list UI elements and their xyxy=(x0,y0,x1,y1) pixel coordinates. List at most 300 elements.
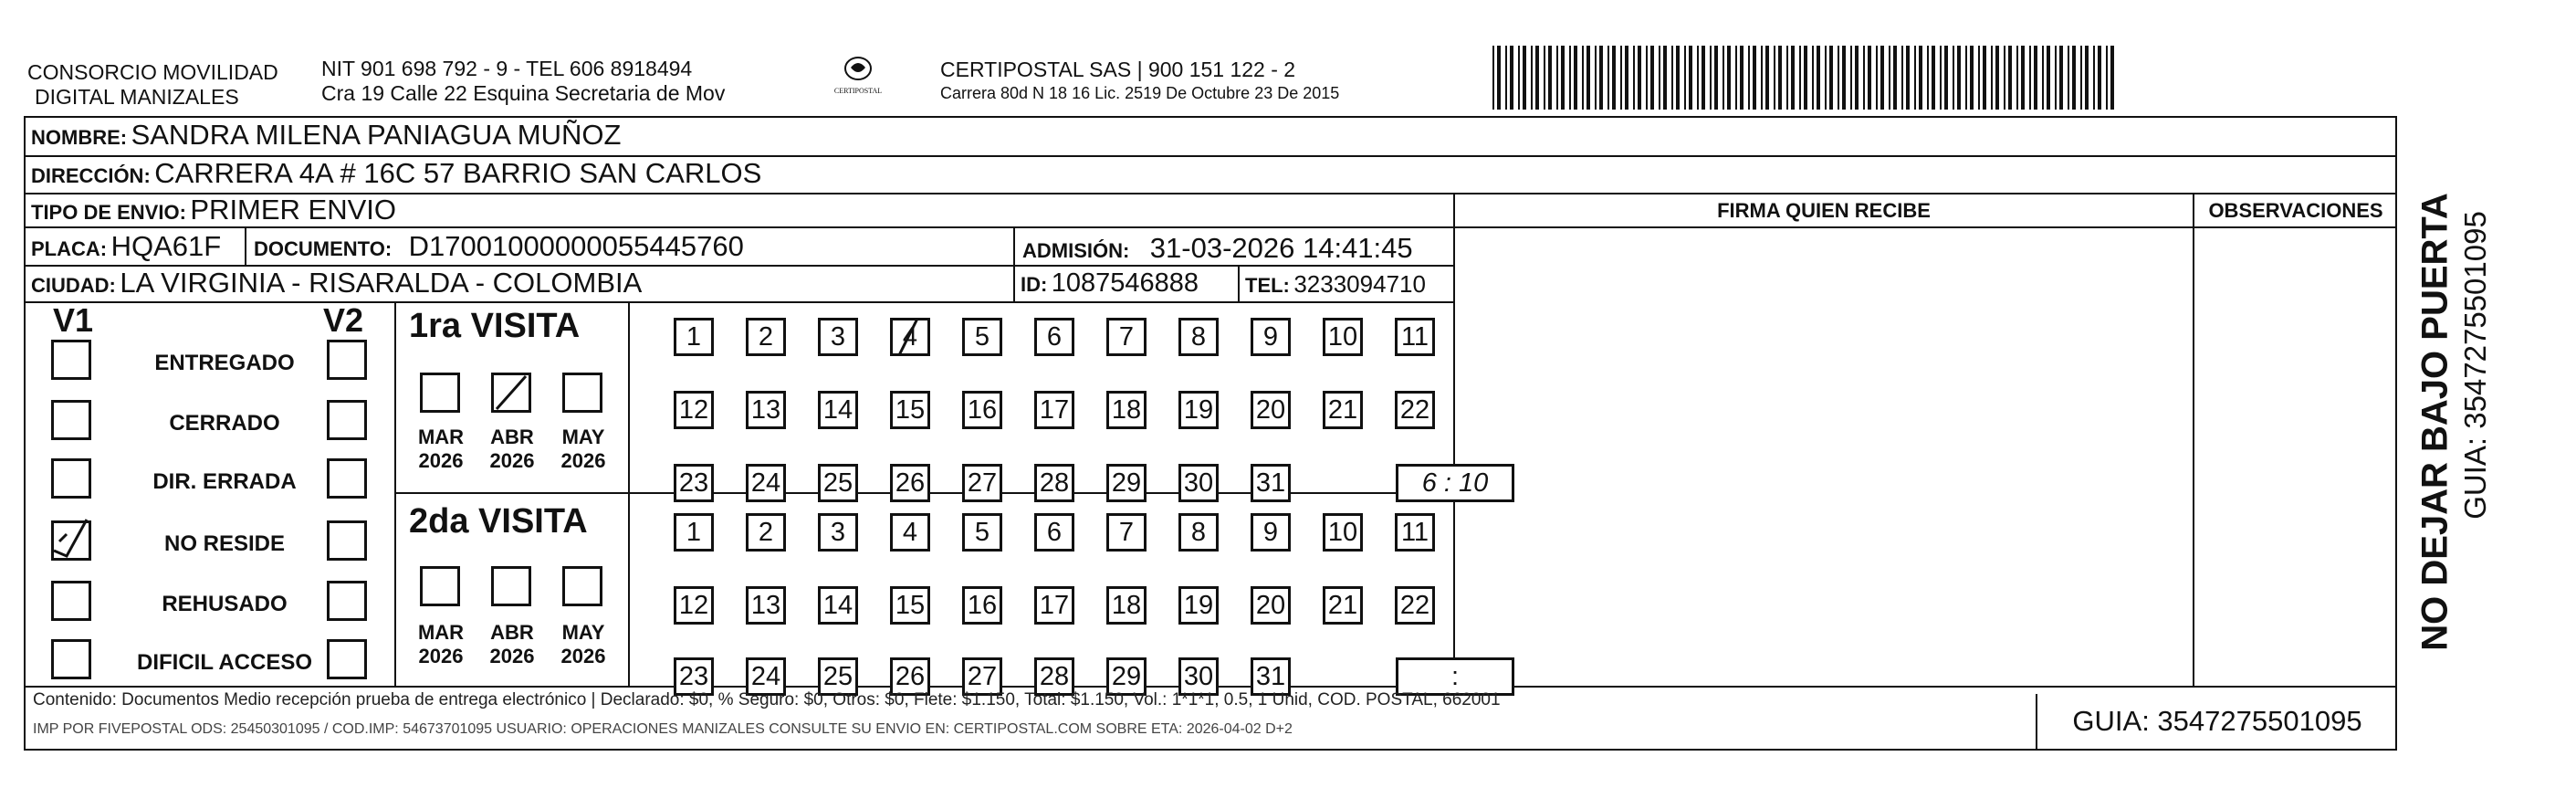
month-checkbox-abr[interactable] xyxy=(491,373,531,413)
barcode-bar xyxy=(1612,46,1616,110)
barcode-bar xyxy=(2059,46,2063,110)
barcode-bar xyxy=(2047,46,2050,110)
day-number: 17 xyxy=(1039,591,1070,620)
barcode-bar xyxy=(1582,46,1584,110)
reason-label: CERRADO xyxy=(169,411,280,436)
barcode-bar xyxy=(1723,46,1724,110)
barcode-bar xyxy=(1556,46,1558,110)
barcode-bar xyxy=(1817,46,1820,110)
barcode-bar xyxy=(1599,46,1603,110)
day-box[interactable] xyxy=(1323,391,1363,429)
day-number: 13 xyxy=(750,395,781,425)
v2-checkbox[interactable] xyxy=(327,639,367,679)
barcode-bar xyxy=(1697,46,1699,110)
v2-checkbox[interactable] xyxy=(327,400,367,440)
barcode-bar xyxy=(1659,46,1660,110)
day-number: 1 xyxy=(686,322,702,352)
day-box[interactable] xyxy=(1178,318,1219,356)
day-number: 3 xyxy=(830,322,846,352)
barcode-bar xyxy=(1548,46,1552,110)
barcode-bar xyxy=(2042,46,2044,110)
barcode-bar xyxy=(1829,46,1833,110)
barcode-bar xyxy=(1944,46,1948,110)
barcode-bar xyxy=(1646,46,1648,110)
barcode-bar xyxy=(1714,46,1718,110)
barcode-bar xyxy=(1740,46,1744,110)
barcode-bar xyxy=(1893,46,1897,110)
day-box[interactable] xyxy=(1034,391,1074,429)
day-number: 14 xyxy=(822,591,853,620)
year-label: 2026 xyxy=(560,449,606,472)
barcode-bar xyxy=(1838,46,1839,110)
day-number: 24 xyxy=(750,662,781,691)
barcode-bar xyxy=(1927,46,1929,110)
day-number: 4 xyxy=(902,322,918,352)
day-box[interactable] xyxy=(674,513,714,552)
contenido-text: Contenido: Documentos Medio recepción prueba de entrega electrónico | Declarado: $0, % Seguro: $0, Otros: $0, Flete: $1.150, Total: $1.150, Vol.: 1*1*1, 0.5, 1 Unid, COD. POSTAL, 662001 xyxy=(33,690,1501,709)
day-number: 27 xyxy=(967,662,998,691)
day-number: 3 xyxy=(830,518,846,547)
day-number: 6 xyxy=(1046,518,1063,547)
day-number: 24 xyxy=(750,468,781,498)
day-box[interactable] xyxy=(1251,586,1291,625)
v2-checkbox[interactable] xyxy=(327,458,367,499)
placa-label: PLACA: xyxy=(31,237,108,260)
month-label: MAR xyxy=(417,426,465,448)
barcode-bar xyxy=(1671,46,1673,110)
direccion-row xyxy=(31,157,761,190)
barcode-bar xyxy=(1868,46,1871,110)
v2-checkbox[interactable] xyxy=(327,520,367,561)
slash-mark-icon xyxy=(491,373,531,413)
admision-value: 31-03-2026 14:41:45 xyxy=(1149,232,1413,264)
barcode-bar xyxy=(2110,46,2114,110)
v1-checkbox[interactable] xyxy=(51,458,91,499)
carrier-info: CERTIPOSTAL SAS | 900 151 122 - 2 Carrera 80d N 18 16 Lic. 2519 De Octubre 23 De 2015 xyxy=(940,58,1340,102)
year-label: 2026 xyxy=(418,645,464,667)
barcode-bar xyxy=(1901,46,1903,110)
day-number: 30 xyxy=(1183,468,1214,498)
month-year-label xyxy=(409,621,473,668)
barcode-bar xyxy=(1889,46,1890,110)
barcode-bar xyxy=(1995,46,1999,110)
barcode-bar xyxy=(1970,46,1974,110)
barcode-bar xyxy=(2004,46,2005,110)
barcode-bar xyxy=(2055,46,2057,110)
barcode-bar xyxy=(1812,46,1814,110)
month-year-label xyxy=(409,426,473,473)
day-number: 2 xyxy=(758,322,774,352)
month-label: ABR xyxy=(490,621,534,644)
tipo-envio-value: PRIMER ENVIO xyxy=(190,194,397,226)
day-number: 28 xyxy=(1039,662,1070,691)
barcode-bar xyxy=(2034,46,2037,110)
barcode-bar xyxy=(2021,46,2025,110)
barcode-bar xyxy=(1855,46,1859,110)
day-box[interactable] xyxy=(1251,318,1291,356)
day-box[interactable] xyxy=(1323,586,1363,625)
day-number: 20 xyxy=(1255,591,1286,620)
day-box[interactable] xyxy=(890,391,930,429)
day-number: 26 xyxy=(895,468,926,498)
check-mark-icon xyxy=(48,514,92,562)
day-box[interactable] xyxy=(1178,586,1219,625)
day-box[interactable] xyxy=(1323,513,1363,552)
reason-label: NO RESIDE xyxy=(163,531,286,556)
barcode-bar xyxy=(1535,46,1539,110)
ciudad-label: CIUDAD: xyxy=(31,274,116,297)
day-number: 11 xyxy=(1400,322,1429,352)
barcode-bar xyxy=(1684,46,1686,110)
admision-cell xyxy=(1022,232,1413,265)
month-year-label xyxy=(480,621,544,668)
month-checkbox-abr[interactable] xyxy=(491,566,531,606)
nombre-label: NOMBRE: xyxy=(31,126,128,149)
day-box[interactable] xyxy=(1106,391,1147,429)
barcode-bar xyxy=(1650,46,1654,110)
day-box[interactable] xyxy=(1251,513,1291,552)
barcode-bar xyxy=(1748,46,1750,110)
barcode-bar xyxy=(1633,46,1635,110)
barcode-bar xyxy=(1753,46,1756,110)
year-label: 2026 xyxy=(560,645,606,667)
day-box[interactable] xyxy=(890,586,930,625)
day-box[interactable] xyxy=(674,586,714,625)
side-guia: GUIA: 3547275501095 xyxy=(2458,211,2492,520)
barcode-bar xyxy=(1727,46,1731,110)
month-checkbox-may[interactable] xyxy=(562,373,602,413)
v1-checkbox[interactable] xyxy=(51,400,91,440)
reason-label: DIR. ERRADA xyxy=(152,469,297,494)
day-number: 29 xyxy=(1111,468,1142,498)
barcode-bar xyxy=(1765,46,1769,110)
nombre-value: SANDRA MILENA PANIAGUA MUÑOZ xyxy=(131,119,622,151)
reason-label: ENTREGADO xyxy=(154,351,295,375)
id-cell xyxy=(1021,268,1199,299)
tipo-envio-label: TIPO DE ENVIO: xyxy=(31,201,186,224)
barcode-bar xyxy=(1919,46,1922,110)
month-label: MAY xyxy=(561,621,605,644)
barcode-bar xyxy=(2029,46,2031,110)
barcode-bar xyxy=(1574,46,1577,110)
day-number: 10 xyxy=(1327,518,1358,547)
barcode-bar xyxy=(1786,46,1788,110)
barcode-bar xyxy=(1702,46,1705,110)
direccion-value: CARRERA 4A # 16C 57 BARRIO SAN CARLOS xyxy=(154,157,762,189)
day-number: 8 xyxy=(1190,322,1207,352)
ciudad-value: LA VIRGINIA - RISARALDA - COLOMBIA xyxy=(120,267,643,299)
barcode-bar xyxy=(1544,46,1545,110)
footer-guia-box xyxy=(2036,694,2397,751)
day-box[interactable] xyxy=(962,318,1002,356)
v2-checkbox[interactable] xyxy=(327,581,367,621)
day-box[interactable] xyxy=(818,464,858,502)
day-box[interactable] xyxy=(1395,318,1435,356)
day-box[interactable] xyxy=(1395,391,1435,429)
month-label: MAR xyxy=(417,621,465,644)
day-number: 22 xyxy=(1399,395,1430,425)
day-box[interactable] xyxy=(1106,318,1147,356)
day-number: 18 xyxy=(1111,395,1142,425)
barcode-bar xyxy=(1505,46,1507,110)
imp-text: IMP POR FIVEPOSTAL ODS: 25450301095 / COD.IMP: 54673701095 USUARIO: OPERACIONES MANIZALES CONSULTE SU ENVIO EN: CERTIPOSTAL.COM SOBRE ETA: 2026-04-02 D+2 xyxy=(33,721,1293,737)
day-number: 29 xyxy=(1111,662,1142,691)
barcode-bar xyxy=(2008,46,2012,110)
documento-cell xyxy=(254,230,744,263)
day-number: 23 xyxy=(678,468,709,498)
barcode-bar xyxy=(1778,46,1782,110)
v2-header: V2 xyxy=(323,301,364,339)
barcode-bar xyxy=(1791,46,1795,110)
barcode-bar xyxy=(1676,46,1680,110)
day-number: 31 xyxy=(1255,468,1286,498)
barcode-bar xyxy=(2068,46,2069,110)
month-label: MAY xyxy=(561,426,605,448)
direccion-label: DIRECCIÓN: xyxy=(31,164,151,187)
day-box[interactable] xyxy=(1323,318,1363,356)
barcode-bar xyxy=(2080,46,2082,110)
day-box[interactable] xyxy=(962,391,1002,429)
day-box[interactable] xyxy=(890,513,930,552)
day-box[interactable] xyxy=(818,586,858,625)
tel-label: TEL: xyxy=(1245,274,1290,297)
month-year-label xyxy=(480,426,544,473)
barcode-bar xyxy=(1518,46,1520,110)
no-dejar-bajo-puerta: NO DEJAR BAJO PUERTA xyxy=(2414,193,2456,651)
day-number: 13 xyxy=(750,591,781,620)
barcode-bar xyxy=(1914,46,1916,110)
documento-value: D17001000000055445760 xyxy=(408,230,744,262)
barcode-bar xyxy=(1638,46,1641,110)
barcode-bar xyxy=(1689,46,1692,110)
barcode-bar xyxy=(1850,46,1852,110)
barcode-bar xyxy=(1561,46,1565,110)
barcode-bar xyxy=(1569,46,1571,110)
barcode-bar xyxy=(1842,46,1846,110)
placa-cell xyxy=(31,230,221,263)
barcode xyxy=(1492,46,2118,111)
day-number: 6 xyxy=(1046,322,1063,352)
admision-label: ADMISIÓN: xyxy=(1022,239,1130,262)
barcode-bar xyxy=(2098,46,2101,110)
day-number: 31 xyxy=(1255,662,1286,691)
barcode-bar xyxy=(1965,46,1967,110)
barcode-bar xyxy=(1804,46,1807,110)
day-number: 16 xyxy=(967,395,998,425)
tipo-envio-row xyxy=(31,194,396,226)
day-box[interactable] xyxy=(962,586,1002,625)
certipostal-logo-icon xyxy=(840,55,876,82)
barcode-bar xyxy=(1595,46,1597,110)
day-number: 25 xyxy=(822,662,853,691)
tel-value: 3233094710 xyxy=(1293,270,1426,298)
barcode-bar xyxy=(1761,46,1763,110)
day-number: 15 xyxy=(895,591,926,620)
day-number: 19 xyxy=(1183,591,1214,620)
day-box[interactable] xyxy=(818,391,858,429)
nombre-row xyxy=(31,119,621,152)
placa-value: HQA61F xyxy=(110,230,222,262)
reason-label: REHUSADO xyxy=(162,592,288,616)
day-box[interactable] xyxy=(1034,318,1074,356)
barcode-bar xyxy=(2072,46,2076,110)
year-label: 2026 xyxy=(489,645,535,667)
barcode-bar xyxy=(1880,46,1884,110)
barcode-bar xyxy=(1625,46,1628,110)
barcode-bar xyxy=(1510,46,1513,110)
firma-header: FIRMA QUIEN RECIBE xyxy=(1717,199,1931,222)
day-box[interactable] xyxy=(1034,464,1074,502)
second-visit-time[interactable]: : xyxy=(1396,657,1514,696)
day-number: 10 xyxy=(1327,322,1358,352)
barcode-bar xyxy=(1932,46,1935,110)
barcode-bar xyxy=(2016,46,2018,110)
day-box[interactable] xyxy=(674,391,714,429)
v2-checkbox[interactable] xyxy=(327,340,367,380)
company-name: CONSORCIO MOVILIDAD DIGITAL MANIZALES xyxy=(27,60,278,109)
barcode-bar xyxy=(1710,46,1712,110)
barcode-bar xyxy=(1735,46,1737,110)
id-value: 1087546888 xyxy=(1051,268,1199,298)
month-year-label xyxy=(551,426,615,473)
company-contact: NIT 901 698 792 - 9 - TEL 606 8918494 Cra 19 Calle 22 Esquina Secretaria de Mov xyxy=(321,57,726,105)
day-number: 14 xyxy=(822,395,853,425)
barcode-bar xyxy=(1906,46,1910,110)
day-box[interactable] xyxy=(746,391,786,429)
day-number: 26 xyxy=(895,662,926,691)
barcode-bar xyxy=(2085,46,2089,110)
day-box[interactable] xyxy=(674,464,714,502)
day-box[interactable] xyxy=(1034,513,1074,552)
barcode-bar xyxy=(1940,46,1942,110)
month-year-label xyxy=(551,621,615,668)
day-box[interactable] xyxy=(1178,513,1219,552)
day-box[interactable] xyxy=(674,318,714,356)
day-number: 9 xyxy=(1262,322,1279,352)
day-box[interactable] xyxy=(1106,586,1147,625)
day-box[interactable] xyxy=(1106,513,1147,552)
barcode-bar xyxy=(1799,46,1801,110)
month-checkbox-mar[interactable] xyxy=(420,373,460,413)
day-box[interactable] xyxy=(890,318,930,356)
second-visit-title: 2da VISITA xyxy=(409,502,588,541)
day-number: 15 xyxy=(895,395,926,425)
v1-checkbox[interactable] xyxy=(51,520,91,561)
day-number: 1 xyxy=(686,518,702,547)
day-number: 7 xyxy=(1118,322,1135,352)
barcode-bar xyxy=(1620,46,1622,110)
barcode-bar xyxy=(1492,46,1494,110)
id-label: ID: xyxy=(1021,273,1048,296)
barcode-bar xyxy=(1957,46,1961,110)
month-checkbox-mar[interactable] xyxy=(420,566,460,606)
day-box[interactable] xyxy=(1395,586,1435,625)
day-number: 28 xyxy=(1039,468,1070,498)
day-box[interactable] xyxy=(746,586,786,625)
observaciones-header: OBSERVACIONES xyxy=(2208,199,2383,222)
day-number: 12 xyxy=(678,395,709,425)
barcode-bar xyxy=(1983,46,1986,110)
barcode-bar xyxy=(1586,46,1590,110)
day-number: 5 xyxy=(974,518,990,547)
barcode-bar xyxy=(1863,46,1865,110)
tel-cell xyxy=(1245,270,1426,299)
barcode-bar xyxy=(1774,46,1775,110)
v1-header: V1 xyxy=(53,301,94,339)
day-number: 21 xyxy=(1327,591,1358,620)
barcode-bar xyxy=(1991,46,1993,110)
day-number: 19 xyxy=(1183,395,1214,425)
day-number: 27 xyxy=(967,468,998,498)
day-number: 25 xyxy=(822,468,853,498)
v1-checkbox[interactable] xyxy=(51,639,91,679)
day-box[interactable] xyxy=(890,464,930,502)
day-box[interactable] xyxy=(1251,391,1291,429)
documento-label: DOCUMENTO: xyxy=(254,237,393,260)
day-number: 4 xyxy=(902,518,918,547)
certipostal-logo: CERTIPOSTAL xyxy=(826,55,890,95)
barcode-bar xyxy=(2106,46,2108,110)
reason-label: DIFICIL ACCESO xyxy=(136,650,312,675)
day-number: 12 xyxy=(678,591,709,620)
day-number: 5 xyxy=(974,322,990,352)
day-box[interactable] xyxy=(746,464,786,502)
v1-checkbox[interactable] xyxy=(51,581,91,621)
day-number: 18 xyxy=(1111,591,1142,620)
day-number: 11 xyxy=(1400,518,1429,547)
first-visit-title: 1ra VISITA xyxy=(409,307,581,345)
footer-guia: GUIA: 3547275501095 xyxy=(2072,705,2362,737)
barcode-bar xyxy=(2093,46,2095,110)
day-number: 23 xyxy=(678,662,709,691)
v1-checkbox[interactable] xyxy=(51,340,91,380)
day-box[interactable] xyxy=(818,318,858,356)
year-label: 2026 xyxy=(489,449,535,472)
barcode-bar xyxy=(1953,46,1954,110)
barcode-bar xyxy=(1607,46,1609,110)
day-number: 8 xyxy=(1190,518,1207,547)
barcode-bar xyxy=(1523,46,1526,110)
year-label: 2026 xyxy=(418,449,464,472)
day-number: 20 xyxy=(1255,395,1286,425)
first-visit-time[interactable]: 6 : 10 xyxy=(1396,464,1514,502)
day-box[interactable] xyxy=(1395,513,1435,552)
day-number: 17 xyxy=(1039,395,1070,425)
barcode-bar xyxy=(1978,46,1980,110)
day-box[interactable] xyxy=(818,513,858,552)
day-box[interactable] xyxy=(746,513,786,552)
day-box[interactable] xyxy=(1178,464,1219,502)
day-number: 22 xyxy=(1399,591,1430,620)
day-number: 30 xyxy=(1183,662,1214,691)
day-number: 16 xyxy=(967,591,998,620)
month-checkbox-may[interactable] xyxy=(562,566,602,606)
ciudad-cell xyxy=(31,267,642,299)
day-number: 7 xyxy=(1118,518,1135,547)
day-box[interactable] xyxy=(1251,464,1291,502)
month-label: ABR xyxy=(490,426,534,448)
day-box[interactable] xyxy=(962,464,1002,502)
day-box[interactable] xyxy=(1106,464,1147,502)
day-box[interactable] xyxy=(1178,391,1219,429)
barcode-bar xyxy=(1663,46,1667,110)
day-box[interactable] xyxy=(1034,586,1074,625)
day-number: 9 xyxy=(1262,518,1279,547)
day-number: 2 xyxy=(758,518,774,547)
day-box[interactable] xyxy=(746,318,786,356)
slash-mark-icon xyxy=(890,315,930,359)
day-box[interactable] xyxy=(962,513,1002,552)
